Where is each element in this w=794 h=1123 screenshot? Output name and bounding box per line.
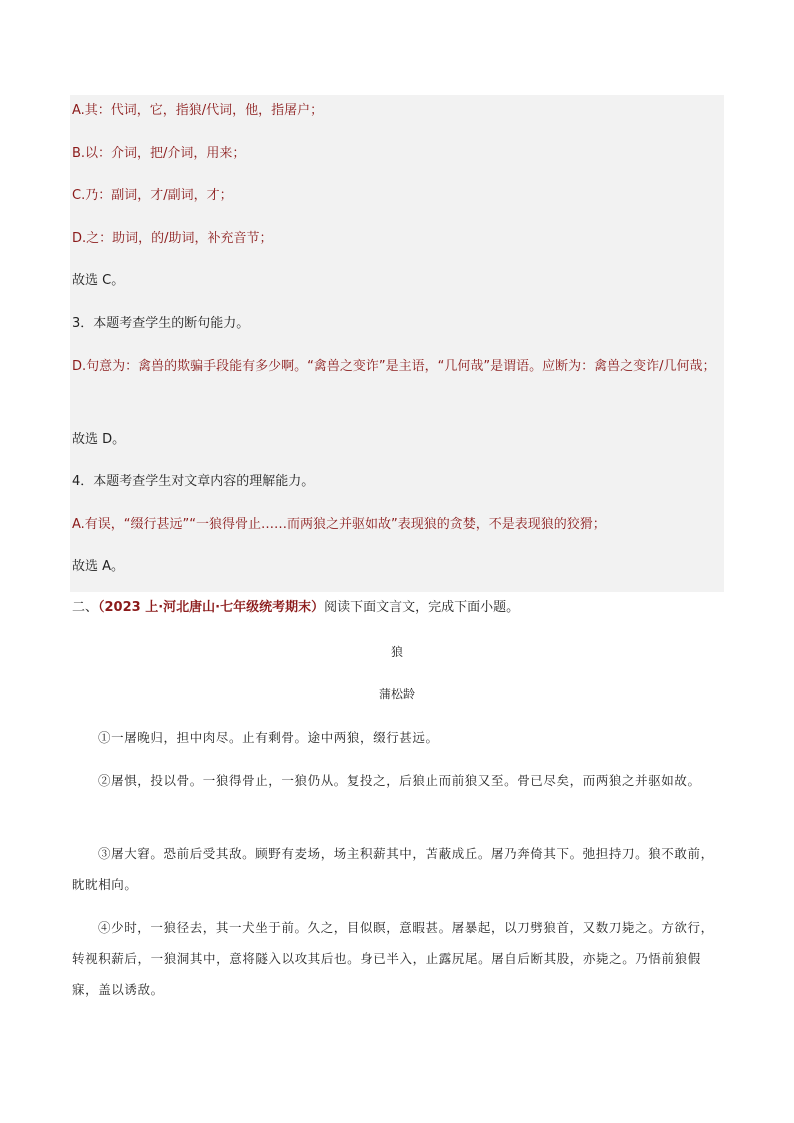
- answer-option-d: D.之：助词，的/助词，补充音节；: [72, 231, 273, 246]
- answer-choice-c: 故选 C。: [72, 273, 125, 288]
- passage-author: 蒲松龄: [378, 687, 415, 701]
- passage-paragraph-3: ③屠大窘。恐前后受其敌。顾野有麦场，场主积薪其中，苫蔽成丘。屠乃奔倚其下。弛担持刀。狼不敢前，眈眈相向。: [72, 846, 714, 892]
- section-instruction: 阅读下面文言文，完成下面小题。: [324, 600, 520, 615]
- passage-title: 狼: [390, 645, 403, 659]
- answer-option-b: B.以：介词，把/介词，用来；: [72, 146, 246, 161]
- passage-paragraph-4: ④少时，一狼径去，其一犬坐于前。久之，目似瞑，意暇甚。屠暴起，以刀劈狼首，又数刀毙之。方欲行，转视积薪后，一狼洞其中，意将隧入以攻其后也。身已半入，止露尻尾。屠自后断其股，亦毙之。乃悟前狼假寐，盖以诱敌。: [72, 920, 714, 997]
- answer-option-c: C.乃：副词，才/副词，才；: [72, 188, 233, 203]
- question-4-heading: 4．本题考查学生对文章内容的理解能力。: [72, 474, 315, 489]
- question-3-option-d: D.句意为：禽兽的欺骗手段能有多少啊。“禽兽之变诈”是主语，“几何哉”是谓语。应断为：禽兽之变诈/几何哉；: [72, 359, 716, 374]
- question-4-option-a: A.有误，“缀行甚远”“一狼得骨止……而两狼之并驱如故”表现狼的贪婪，不是表现狼的狡猾；: [72, 517, 606, 532]
- passage-paragraph-2: ②屠惧，投以骨。一狼得骨止，一狼仍从。复投之，后狼止而前狼又至。骨已尽矣，而两狼之并驱如故。: [98, 773, 701, 788]
- question-3-heading: 3．本题考查学生的断句能力。: [72, 316, 250, 331]
- answer-choice-a: 故选 A。: [72, 559, 125, 574]
- section-prefix: 二、: [72, 600, 99, 615]
- passage-paragraph-1: ①一屠晚归，担中肉尽。止有剩骨。途中两狼，缀行甚远。: [98, 730, 439, 745]
- answer-option-a: A.其：代词，它，指狼/代词，他，指屠户；: [72, 103, 324, 118]
- answer-choice-d: 故选 D。: [72, 432, 126, 447]
- section-source: （2023 上·河北唐山·七年级统考期末）: [98, 600, 325, 615]
- section-heading: [72, 598, 519, 618]
